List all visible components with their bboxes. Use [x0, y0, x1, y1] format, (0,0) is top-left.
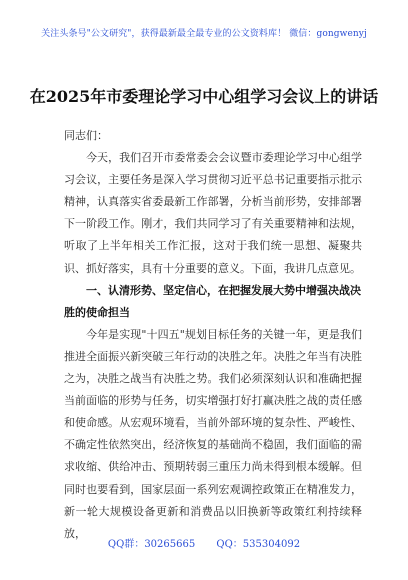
footer-contact [0, 535, 408, 550]
footer-qq-group: QQ群：30265665 [107, 539, 196, 550]
intro-paragraph: 今天，我们召开市委常委会会议暨市委理论学习中心组学习会议，主要任务是深入学习贯彻习近平总书记重要指示批示精神，认真落实省委最新工作部署，分析当前形势，安排部署下一阶段工作。刚才，我们共同学习了有关重要精神和法规，听取了上半年相关工作汇报，这对于我们统一思想、凝聚共识、抓好落实，具有十分重要的意义。下面，我讲几点意见。 [64, 151, 362, 275]
promo-header: 关注头条号"公文研究"，获得最新最全最专业的公文资料库！ 微信：gongwenyj [41, 29, 367, 39]
section-paragraph: 今年是实现"十四五"规划目标任务的关键一年，更是我们推进全面振兴新突破三年行动的决胜之年。决胜之年当有决胜之为，决胜之战当有决胜之势。我们必须深刻认识和准确把握当前面临的形势与任务，切实增强打好打赢决胜之战的责任感和使命感。从宏观环境看，当前外部环境的复杂性、严峻性、不确定性依然突出，经济恢复的基础尚不稳固，我们面临的需求收缩、供给冲击、预期转弱三重压力尚未得到根本缓解。但同时也要看到，国家层面一系列宏观调控政策正在精准发力，新一轮大规模设备更新和消费品以旧换新等政策红利持续释放， [64, 327, 362, 540]
salutation: 同志们： [64, 129, 108, 142]
document-title: 在2025年市委理论学习中心组学习会议上的讲话 [29, 87, 379, 106]
document-body [64, 125, 362, 545]
footer-qq: QQ：535304092 [216, 539, 301, 550]
section-heading: 一、认清形势、坚定信心，在把握发展大势中增强决战决胜的使命担当 [64, 283, 361, 319]
